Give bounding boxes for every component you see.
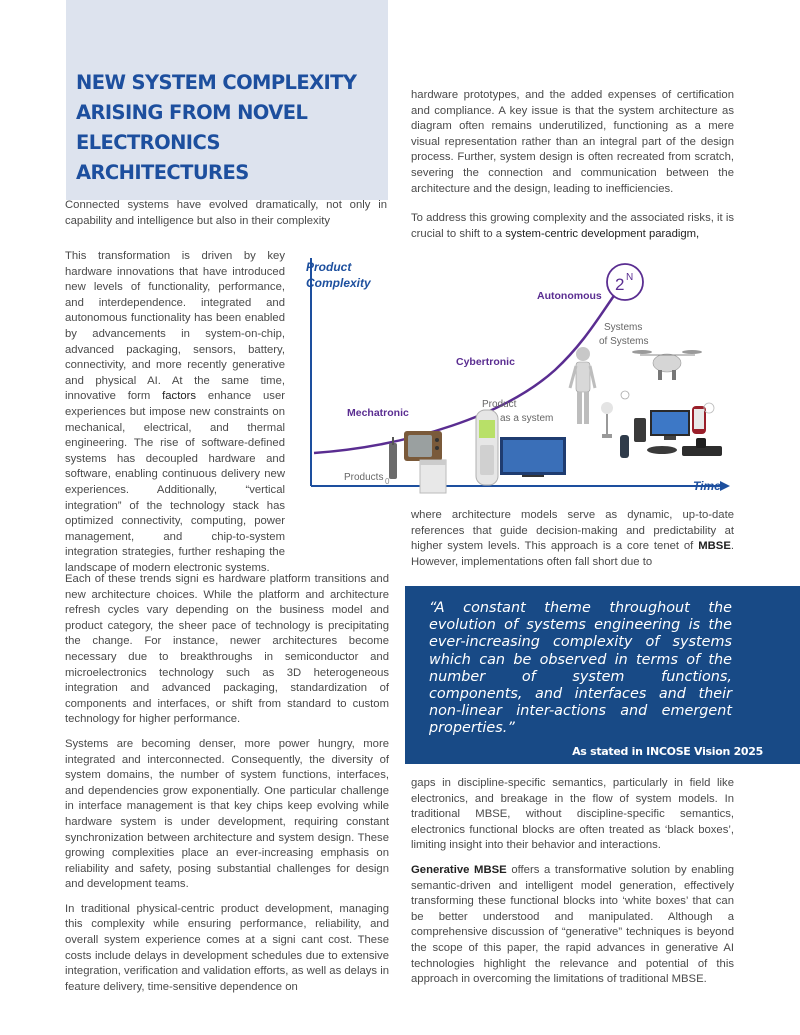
stage-label-product: Product (482, 399, 517, 410)
paragraph-shift (411, 211, 734, 242)
stage-label-as-a-system: as a system (500, 413, 554, 424)
paragraph-intro: Connected systems have evolved dramatically, not only in capability and intelligence but also in their complexity (65, 199, 387, 227)
text-factors: factors (162, 390, 197, 403)
complexity-diagram (300, 250, 730, 500)
stage-label-autonomous: Autonomous (537, 290, 602, 302)
stage-label-mechatronic: Mechatronic (347, 407, 409, 419)
page-title: NEW SYSTEM COMPLEXITY ARISING FROM NOVEL ELECTRONICS ARCHITECTURES (76, 71, 357, 184)
paragraph-transformation (65, 249, 285, 576)
exponent-circle (607, 264, 643, 300)
quote-text: “A constant theme throughout the evolution of systems engineering is the ever-increasing complexity of systems which can be observed in terms of the number of system functions, components, and interfaces and their non-linear inter-actions and emergent properties.” (429, 600, 732, 737)
humanoid-robot-icon (570, 347, 595, 424)
paragraph-trends: Each of these trends signi es hardware platform transitions and new architecture choices. While the platform and architecture refresh cycles vary depending on the business model and product category, the sheer pace of technology is precipitating the change. For instance, newer architectures become necessary due to breakthroughs in semiconductor and microelectronics technology such as 3D heterogeneous integration and advanced packaging, standardization of components and interfaces, or shift from standard to custom technology for higher performance. (65, 573, 389, 726)
text-generative-b: offers a transformative solution by enabling semantic-driven and intelligent model generation, effectively transforming these functional blocks into ‘white boxes’ that can be better understood and manipulated. Although a comprehensive discussion of “generative” techniques is beyond the scope of this paper, the rapid advances in generative AI technologies highlight the relevance and potential of this approach in overcoming the limitations of traditional MBSE. (411, 863, 734, 986)
quote-source: As stated in INCOSE Vision 2025 (572, 745, 763, 758)
text-transformation-a: This transformation is driven by key hardware innovations that have introduced new levels of functionality, performance, and interdependence. integrated and autonomous functionality has been enabled by advancements in system-on-chip, advanced packaging, sensors, battery, connectivity, and more recently generative and physical AI. At the same time, innovative form (65, 250, 285, 403)
complexity-curve (314, 290, 618, 453)
paragraph-costs: In traditional physical-centric product development, managing this complexity while ensuring performance, reliability, and overall system experience comes at a signi cant cost. These costs include delays in development schedules due to extensive integration, verification and validation efforts, as well as delays in feature delivery, time-sensitive dependence on (65, 902, 389, 993)
keyword-mbse: MBSE (698, 540, 731, 553)
left-column-top (65, 198, 387, 238)
left-column-body (65, 572, 389, 1004)
exponent-power: N (626, 272, 634, 283)
x-axis-arrow (720, 481, 730, 491)
paragraph-density: Systems are becoming denser, more power hungry, more integrated and interconnected. Consequently, the diversity of system domains, the number of system functions, interfaces, and dependencies grow exponentially. One particular challenge in interface management is that key chips keep evolving while hardware system is under development, requiring constant synchronization between architecture and system design. These growing complexities place an ever-increasing emphasis on reliability and safety, posing substantial challenges for design and development teams. (65, 737, 389, 891)
text-models-b: . However, implementations often fall short due to (411, 540, 734, 568)
paragraph-gaps: gaps in discipline-specific semantics, particularly in field like electronics, and breakage in the flow of system models. In traditional MBSE, without discipline-specific semantics, electronics functional blocks are often treated as ‘black boxes’, limiting insight into their behavior and interactions. (411, 777, 734, 852)
right-column-bottom (411, 776, 734, 997)
smartphone-icon (476, 410, 498, 485)
exponent-base: 2 (615, 275, 625, 294)
paragraph-prototypes: hardware prototypes, and the added expenses of certification and compliance. A key issue is that the system architecture as diagram often remains underutilized, functioning as a mere visual representation rather than an integral part of the design process. Further, system design is often recreated from scratch, severing the connection and communication between the architecture and the design, leading to inefficiencies. (411, 89, 734, 195)
mobile-phone-icon (389, 437, 397, 479)
smart-home-devices-icon (601, 391, 722, 458)
origin-label: 0 (385, 477, 390, 486)
stage-label-systems: Systems (604, 322, 643, 333)
paragraph-generative-mbse (411, 863, 734, 988)
text-system-centric: system-centric development paradigm, (505, 227, 700, 240)
paragraph-architecture-models (411, 508, 734, 570)
text-models-a: where architecture models serve as dynamic, up-to-date references that guide decision-making and predictability at higher system levels. This approach is a core tenet of (411, 509, 734, 553)
text-shift-a: To address this growing complexity and the associated risks, it is crucial to shift to a (411, 212, 734, 240)
keyword-generative-mbse: Generative MBSE (411, 863, 507, 876)
drone-icon (632, 350, 702, 380)
stage-label-of-systems: of Systems (599, 336, 649, 347)
left-column-wrap (65, 249, 285, 576)
x-axis-label: Time (693, 479, 721, 493)
television-icon (404, 431, 442, 461)
right-column-middle (411, 508, 734, 579)
stage-label-products: Products (344, 472, 384, 483)
y-axis-label-line1: Product (306, 260, 352, 274)
washing-machine-icon (420, 460, 446, 493)
y-axis-label-line2: Complexity (306, 276, 371, 290)
stage-label-cybertronic: Cybertronic (456, 356, 515, 368)
flat-tv-icon (500, 437, 566, 477)
right-column-top (411, 88, 734, 251)
text-transformation-b: enhance user experiences but impose new constraints on mechanical, electrical, and thermal engineering. The rise of software-defined systems has decoupled hardware and software, enabling continuous delivery new experiences. Additionally, “vertical integration” of the technology stack has optimized connectivity, computing, power management, and chip-to-system integration strategies, further reshaping the landscape of modern electronic systems. (65, 390, 286, 574)
